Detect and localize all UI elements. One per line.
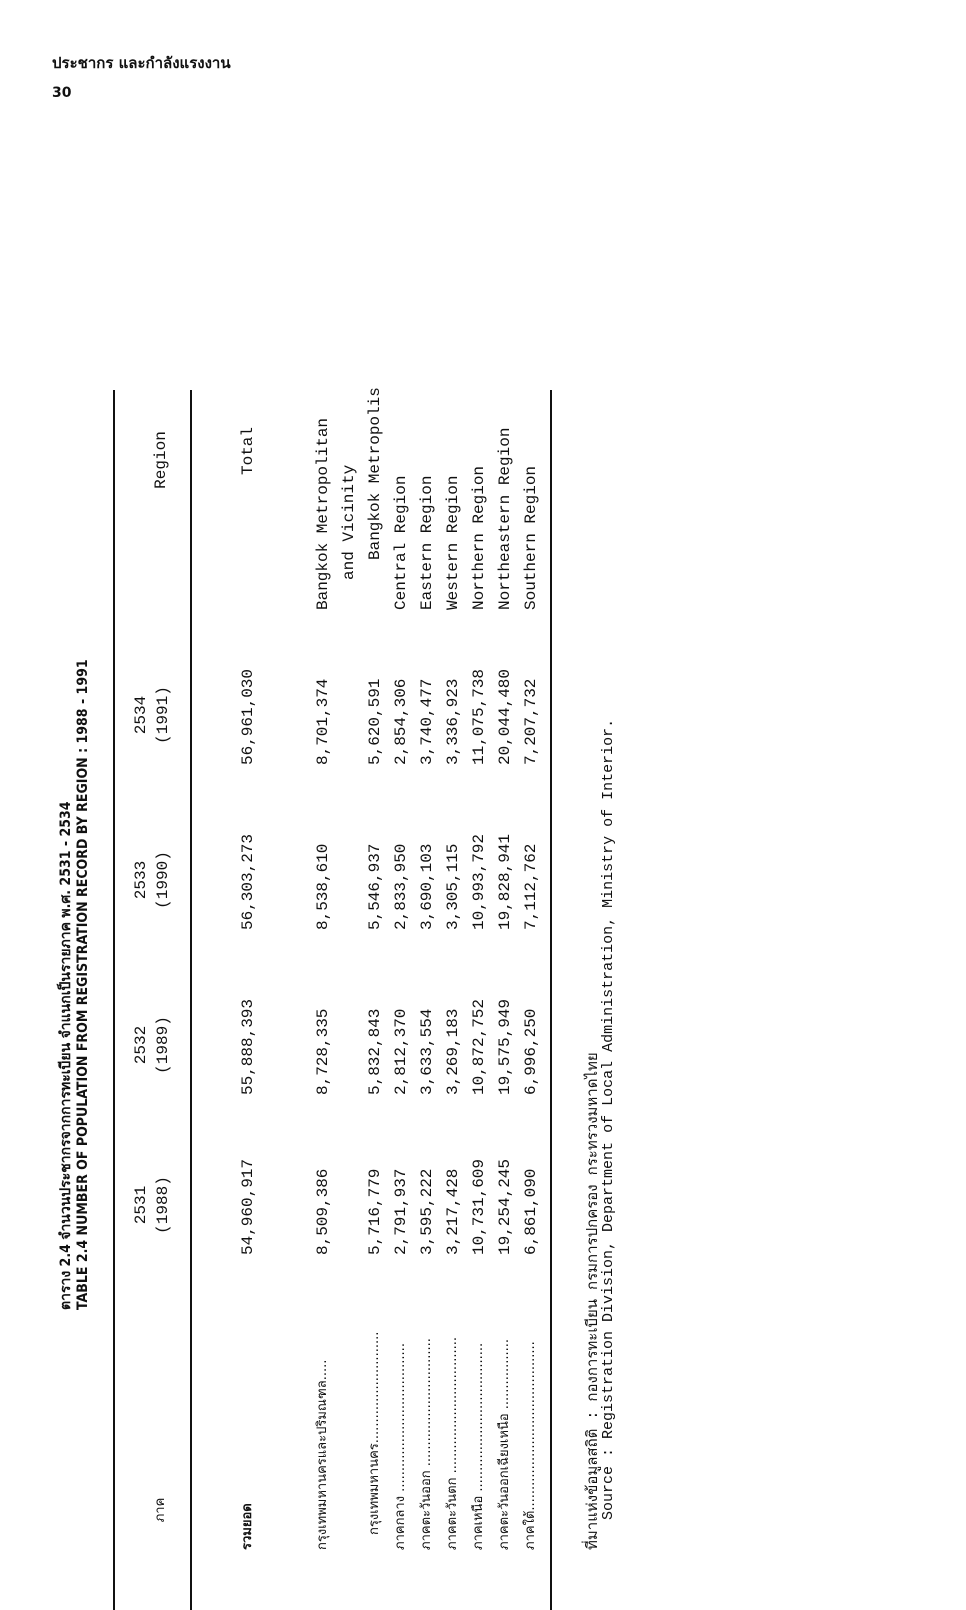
total-label-th: รวมยอด xyxy=(240,1503,255,1550)
row-value-1991: 11,075,738 xyxy=(470,668,488,765)
row-label-en: Southern Region xyxy=(522,465,540,610)
total-value-1989: 55,888,393 xyxy=(239,998,257,1095)
col-header-region-th: ภาค xyxy=(153,1497,168,1523)
row-value-1991: 2,854,306 xyxy=(392,678,410,765)
table-caption-th: ตาราง 2.4 จำนวนประชากรจากการทะเบียน จำแนกเป็นรายภาค พ.ศ. 2531 - 2534 xyxy=(58,801,74,1310)
row-value-1989: 5,832,843 xyxy=(366,1008,384,1095)
col-header-year-1: 2531 (1988) xyxy=(132,1176,172,1234)
row-value-1989: 10,872,752 xyxy=(470,998,488,1095)
row-value-1988: 8,509,386 xyxy=(314,1168,332,1255)
row-label-th: กรุงเทพมหานครและปริมณฑล..... xyxy=(315,1359,330,1550)
row-label-en: and Vicinity xyxy=(340,464,358,580)
row-label-th: ภาคเหนือ .................................... xyxy=(471,1342,486,1550)
row-value-1991: 7,207,732 xyxy=(522,678,540,765)
row-label-th: ภาคใต้......................................... xyxy=(523,1341,538,1550)
row-value-1988: 3,217,428 xyxy=(444,1168,462,1255)
row-value-1989: 8,728,335 xyxy=(314,1008,332,1095)
header-rule xyxy=(190,390,192,1610)
col-header-region-en: Region xyxy=(152,431,170,489)
row-value-1990: 3,305,115 xyxy=(444,843,462,930)
row-value-1989: 6,996,250 xyxy=(522,1008,540,1095)
bottom-rule xyxy=(550,390,552,1610)
row-label-en: Central Region xyxy=(392,475,410,610)
rotated-table-page xyxy=(55,160,617,1550)
row-label-en: Northeastern Region xyxy=(496,427,514,610)
row-value-1990: 2,833,950 xyxy=(392,843,410,930)
row-label-th: ภาคตะวันตก ................................. xyxy=(445,1337,460,1550)
running-title: ประชากร และกำลังแรงงาน xyxy=(52,54,231,72)
source-note-en: Source : Registration Division, Department of Local Administration, Ministry of Interior. xyxy=(600,718,617,1520)
total-value-1990: 56,303,273 xyxy=(239,833,257,930)
row-value-1989: 19,575,949 xyxy=(496,998,514,1095)
row-label-th: กรุงเทพมหานคร........................... xyxy=(367,1331,382,1535)
row-label-th: ภาคตะวันออก ............................... xyxy=(419,1338,434,1550)
row-value-1989: 3,269,183 xyxy=(444,1008,462,1095)
row-value-1988: 3,595,222 xyxy=(418,1168,436,1255)
col-header-year-4: 2534 (1991) xyxy=(132,686,172,744)
row-value-1990: 7,112,762 xyxy=(522,843,540,930)
row-value-1990: 19,828,941 xyxy=(496,833,514,930)
row-value-1988: 19,254,245 xyxy=(496,1158,514,1255)
row-label-en: Bangkok Metropolis xyxy=(366,387,384,560)
page-number: 30 xyxy=(52,85,72,101)
total-label-en: Total xyxy=(239,426,257,475)
row-value-1991: 5,620,591 xyxy=(366,678,384,765)
row-value-1988: 5,716,779 xyxy=(366,1168,384,1255)
col-header-year-3: 2533 (1990) xyxy=(132,851,172,909)
row-value-1991: 8,701,374 xyxy=(314,678,332,765)
row-value-1990: 3,690,103 xyxy=(418,843,436,930)
row-label-th: ภาคตะวันออกเฉียงเหนือ ................. xyxy=(497,1338,512,1550)
row-value-1990: 10,993,792 xyxy=(470,833,488,930)
row-value-1988: 2,791,937 xyxy=(392,1168,410,1255)
col-header-year-2: 2532 (1989) xyxy=(132,1016,172,1074)
row-label-th: ภาคกลาง .................................... xyxy=(393,1343,408,1550)
row-value-1989: 3,633,554 xyxy=(418,1008,436,1095)
row-label-en: Western Region xyxy=(444,475,462,610)
total-value-1988: 54,960,917 xyxy=(239,1158,257,1255)
running-header xyxy=(52,52,231,104)
top-rule xyxy=(113,390,115,1610)
row-value-1988: 10,731,609 xyxy=(470,1158,488,1255)
row-value-1988: 6,861,090 xyxy=(522,1168,540,1255)
row-value-1991: 20,044,480 xyxy=(496,668,514,765)
row-label-en: Bangkok Metropolitan xyxy=(314,417,332,610)
row-value-1989: 2,812,370 xyxy=(392,1008,410,1095)
row-value-1990: 5,546,937 xyxy=(366,843,384,930)
total-value-1991: 56,961,030 xyxy=(239,668,257,765)
row-value-1991: 3,740,477 xyxy=(418,678,436,765)
row-label-en: Northern Region xyxy=(470,465,488,610)
source-note-th: ที่มาแห่งข้อมูลสถิติ : กองการทะเบียน กรมการปกครอง กระทรวงมหาดไทย xyxy=(585,1052,602,1550)
row-value-1990: 8,538,610 xyxy=(314,843,332,930)
row-label-en: Eastern Region xyxy=(418,475,436,610)
table-caption-en: TABLE 2.4 NUMBER OF POPULATION FROM REGISTRATION RECORD BY REGION : 1988 - 1991 xyxy=(75,659,91,1310)
row-value-1991: 3,336,923 xyxy=(444,678,462,765)
